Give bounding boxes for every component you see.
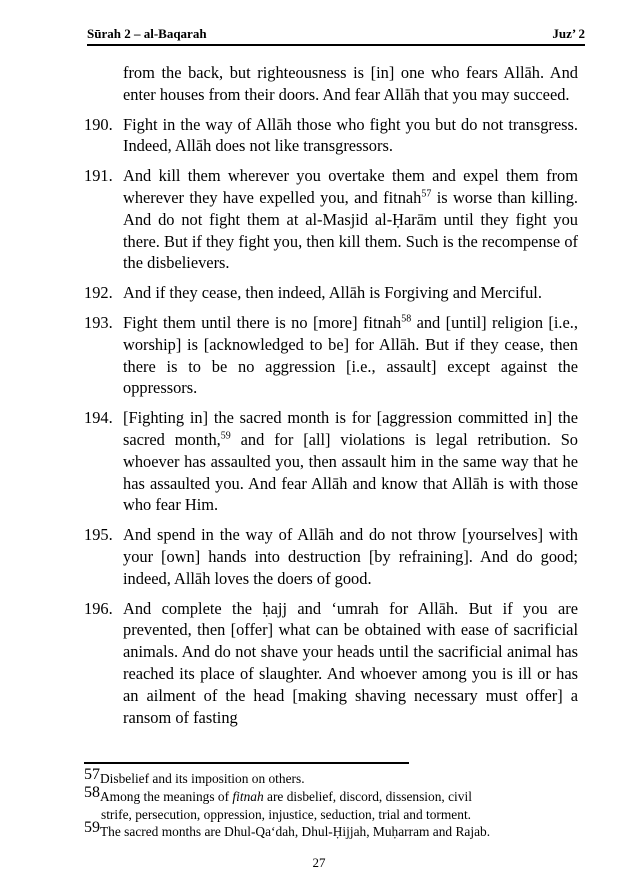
verse-195 — [84, 524, 578, 589]
footnote-58 — [84, 783, 578, 824]
footnote-57 — [84, 766, 578, 788]
footnote-ref[interactable]: 58 — [401, 313, 412, 325]
verse-190 — [84, 114, 578, 158]
footnote-text: are disbelief, discord, dissension, civil — [263, 788, 472, 804]
footnote-divider — [84, 762, 409, 764]
verse-text: And spend in the way of Allāh and do not throw [yourselves] with your [own] hands into destruction [by refraining]. And do good; indeed, Allāh loves the doers of good. — [123, 525, 578, 588]
verse-number: 192. — [84, 283, 113, 303]
verse-number: 191. — [84, 166, 113, 186]
verse-text: And kill them wherever you overtake them and expel them from wherever they have expelled you, and fitnah — [123, 166, 578, 207]
verse-text: And complete the ḥajj and ‘umrah for Allāh. But if you are prevented, then [offer] what can be obtained with ease of sacrificial animals. And do not shave your heads until the sacrificial animal has reached its place of slaughter. And whoever among you is ill or has an ailment of the head [making shaving necessary must offer] a ransom of fasting — [123, 598, 578, 727]
verse-text: Fight them until there is no [more] fitnah — [123, 312, 402, 332]
main-text — [84, 62, 578, 736]
footnote-emphasis: fitnah — [232, 788, 264, 804]
footnote-text: The sacred months are Dhul-Qa‘dah, Dhul-Ḥijjah, Muḥarram and Rajab. — [100, 824, 491, 840]
verse-193 — [84, 312, 578, 399]
footnote-number: 57 — [84, 766, 100, 783]
page-number: 27 — [312, 855, 326, 870]
verse-text: And if they cease, then indeed, Allāh is Forgiving and Merciful. — [123, 283, 542, 303]
verse-number: 196. — [84, 598, 113, 618]
verse-194 — [84, 407, 578, 516]
verse-191 — [84, 165, 578, 274]
verse-number: 194. — [84, 408, 113, 428]
verse-text: [Fighting in] the sacred month is for [aggression committed in] the sacred month, — [123, 408, 578, 449]
verse-number: 195. — [84, 525, 113, 545]
header-surah-title: Sūrah 2 – al-Baqarah — [87, 26, 207, 41]
running-header — [87, 22, 585, 46]
footnote-text: Disbelief and its imposition on others. — [100, 771, 305, 786]
verse-text: and for [all] violations is legal retribution. So whoever has assaulted you, then assault him in the same way that he has assaulted you. And fear Allāh and know that Allāh is with those who fear Him. — [123, 429, 579, 515]
footnotes — [84, 766, 578, 841]
footnote-59 — [84, 819, 578, 841]
verse-196 — [84, 598, 578, 729]
footnote-ref[interactable]: 59 — [220, 430, 231, 442]
header-juz-label: Juz’ 2 — [552, 26, 585, 41]
footnote-number: 59 — [84, 819, 100, 837]
footnote-text-continued: strife, persecution, oppression, injustice, seduction, trial and torment. — [101, 806, 472, 822]
verse-text: Fight in the way of Allāh those who fight you but do not transgress. Indeed, Allāh does not like transgressors. — [123, 114, 578, 156]
footnote-number: 58 — [84, 783, 100, 801]
footnote-text: Among the meanings of — [100, 788, 233, 804]
verse-text: and [until] religion [i.e., worship] is [acknowledged to be] for Allāh. But if they cease, then there is to be no aggression [i.e., assault] except against the oppressors. — [123, 312, 579, 398]
verse-192 — [84, 282, 578, 304]
verse-text: is worse than killing. And do not fight them at al-Masjid al-Ḥarām until they fight you there. But if they fight you, then kill them. Such is the recompense of the disbelievers. — [123, 187, 578, 273]
verse-number: 193. — [84, 312, 113, 332]
footnote-ref[interactable]: 57 — [421, 188, 432, 200]
verse-continuation: from the back, but righteousness is [in] one who fears Allāh. And enter houses from their doors. And fear Allāh that you may succeed. — [123, 63, 578, 104]
verse-number: 190. — [84, 114, 113, 134]
